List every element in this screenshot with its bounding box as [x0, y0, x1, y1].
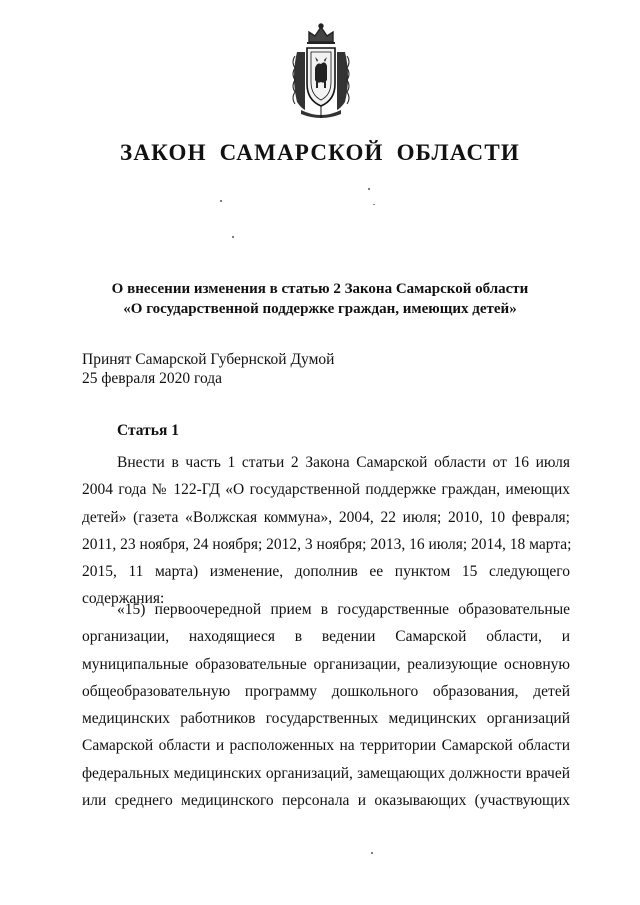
- paragraph-line: 2004 года № 122-ГД «О государственной поддержке граждан, имеющих: [82, 481, 570, 499]
- article-heading: Статья 1: [117, 422, 179, 439]
- paragraph-line: Внести в часть 1 статьи 2 Закона Самарской области от 16 июля: [117, 454, 570, 471]
- paragraph-line: медицинских работников государственных медицинских организаций: [82, 710, 570, 728]
- paragraph-line: детей» (газета «Волжская коммуна», 2004, 22 июля; 2010, 10 февраля;: [82, 508, 570, 526]
- scan-speck: [371, 852, 373, 854]
- paragraph-line: или среднего медицинского персонала и оказывающих (участвующих: [82, 792, 570, 810]
- scan-speck: [232, 236, 234, 238]
- scan-speck: [373, 204, 375, 205]
- paragraph-line: «15) первоочередной прием в государственные образовательные: [117, 601, 570, 618]
- paragraph-line: федеральных медицинских организаций, замещающих должности врачей: [82, 764, 570, 782]
- paragraph-line: содержания:: [82, 590, 165, 608]
- adoption-date: 25 февраля 2020 года: [82, 370, 223, 387]
- paragraph-line: общеобразовательную программу дошкольного образования, детей: [82, 682, 570, 700]
- adoption-line: Принят Самарской Губернской Думой: [82, 351, 335, 368]
- article-paragraph-1: [82, 449, 570, 613]
- law-title: ЗАКОН САМАРСКОЙ ОБЛАСТИ: [120, 140, 520, 165]
- paragraph-line: 2015, 11 марта) изменение, дополнив ее пунктом 15 следующего: [82, 563, 570, 581]
- subject-line: О внесении изменения в статью 2 Закона Самарской области: [111, 281, 529, 297]
- paragraph-line: организации, находящиеся в ведении Самарской области, и: [82, 628, 570, 646]
- adoption-info: [82, 350, 334, 388]
- scan-speck: [368, 188, 370, 190]
- document-subject: [60, 279, 580, 319]
- article-paragraph-2: [82, 596, 570, 814]
- subject-line: «О государственной поддержке граждан, имеющих детей»: [123, 301, 517, 317]
- paragraph-line: 2011, 23 ноября, 24 ноября; 2012, 3 ноября; 2013, 16 июля; 2014, 18 марта;: [82, 535, 572, 553]
- paragraph-line: Самарской области и расположенных на территории Самарской области: [82, 737, 570, 755]
- paragraph-line: муниципальные образовательные организации, реализующие основную: [82, 655, 570, 673]
- scan-speck: [220, 200, 222, 202]
- samara-coat-of-arms-icon: [287, 22, 355, 122]
